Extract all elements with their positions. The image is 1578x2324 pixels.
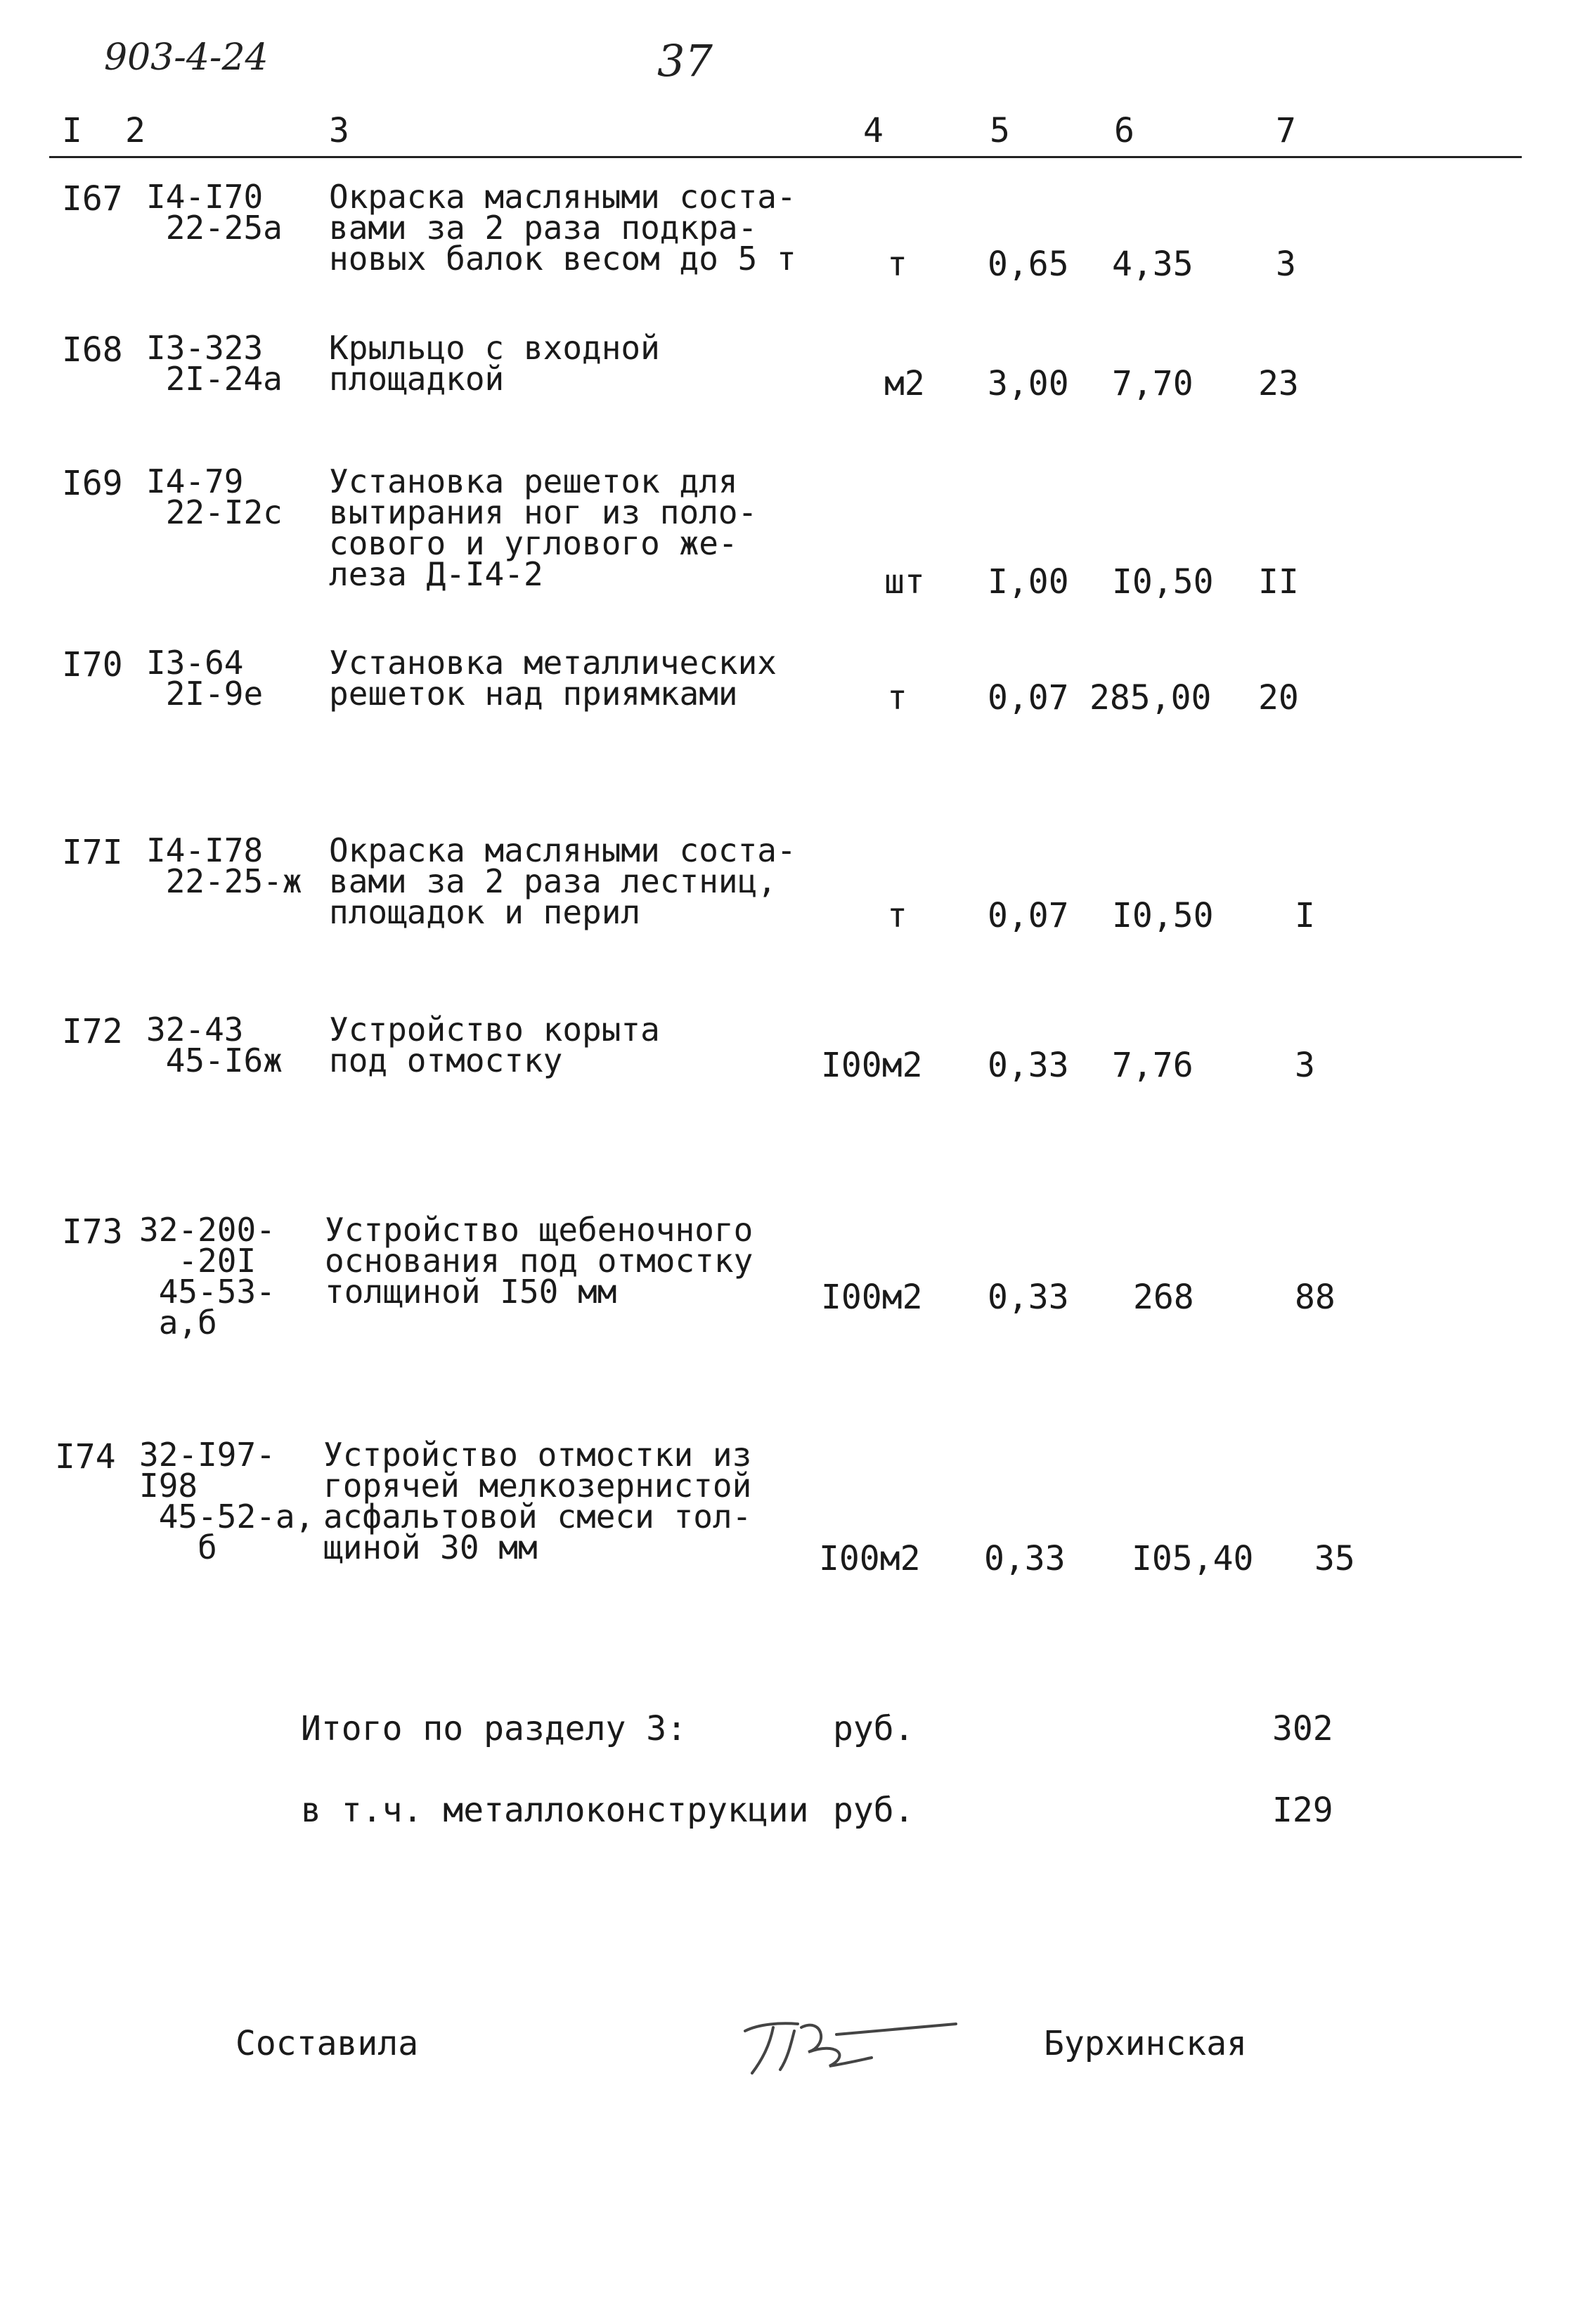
column-header-6: 6: [1114, 111, 1134, 150]
quantity: I,00: [988, 562, 1069, 602]
row-number: I70: [62, 645, 123, 684]
unit-price: I05,40: [1132, 1539, 1254, 1578]
work-description: Устройство отмостки из горячей мелкозернистой асфальтовой смеси тол- щиной 30 мм: [323, 1436, 752, 1566]
quantity: 0,07: [988, 896, 1069, 935]
compiled-by-label: Составила: [235, 2024, 419, 2063]
work-description: Крыльцо с входной площадкой: [329, 329, 660, 398]
row-number: I72: [62, 1012, 123, 1051]
unit-price: 7,70: [1112, 364, 1194, 403]
work-description: Устройство щебеночного основания под отмостку толщиной I50 мм: [325, 1211, 754, 1311]
norm-code: 32-43 45-I6ж: [146, 1011, 283, 1079]
column-header-5: 5: [990, 111, 1010, 150]
metal-structures-unit: руб.: [833, 1791, 914, 1830]
total-cost: II: [1258, 562, 1299, 602]
section-total-label: Итого по разделу 3:: [301, 1709, 687, 1748]
row-number: I68: [62, 330, 123, 370]
total-cost: 20: [1258, 678, 1299, 718]
norm-code: I3-64 2I-9е: [146, 644, 264, 713]
norm-code: I4-79 22-I2с: [146, 462, 283, 531]
unit: I00м2: [819, 1539, 921, 1578]
unit-price: I0,50: [1112, 562, 1214, 602]
total-cost: 3: [1276, 245, 1296, 284]
quantity: 0,33: [984, 1539, 1066, 1578]
norm-code: 32-I97- I98 45-52-а, б: [139, 1436, 315, 1566]
unit-price: 4,35: [1112, 245, 1194, 284]
unit: т: [887, 678, 907, 718]
unit-price: 7,76: [1112, 1046, 1194, 1085]
unit: I00м2: [821, 1278, 923, 1317]
work-description: Установка металлических решеток над приямками: [329, 644, 777, 713]
row-number: I67: [62, 179, 123, 219]
quantity: 0,33: [988, 1278, 1069, 1317]
unit: шт: [884, 562, 925, 602]
quantity: 0,33: [988, 1046, 1069, 1085]
compiler-name: Бурхинская: [1044, 2024, 1247, 2063]
total-cost: I: [1295, 896, 1315, 935]
header-rule: [49, 156, 1522, 158]
quantity: 0,07: [988, 678, 1069, 718]
page-number: 37: [657, 35, 713, 86]
quantity: 3,00: [988, 364, 1069, 403]
signature: [731, 2003, 963, 2080]
row-number: I74: [55, 1437, 116, 1476]
unit-price: 285,00: [1089, 678, 1212, 718]
unit: I00м2: [821, 1046, 923, 1085]
column-header-7: 7: [1276, 111, 1296, 150]
norm-code: I4-I78 22-25-ж: [146, 831, 302, 900]
unit-price: 268: [1133, 1278, 1194, 1317]
row-number: I7I: [62, 833, 123, 872]
quantity: 0,65: [988, 245, 1069, 284]
unit: т: [887, 245, 907, 284]
norm-code: 32-200- -20I 45-53- а,б: [139, 1211, 276, 1342]
section-total-unit: руб.: [833, 1709, 914, 1748]
total-cost: 23: [1258, 364, 1299, 403]
column-header-3: 3: [329, 111, 349, 150]
document-code: 903-4-24: [104, 37, 269, 79]
work-description: Окраска масляными соста- вами за 2 раза подкра- новых балок весом до 5 т: [329, 178, 796, 278]
unit: т: [887, 896, 907, 935]
column-header-4: 4: [863, 111, 884, 150]
metal-structures-label: в т.ч. металлоконструкции: [301, 1791, 809, 1830]
total-cost: 3: [1295, 1046, 1315, 1085]
work-description: Окраска масляными соста- вами за 2 раза лестниц, площадок и перил: [329, 831, 796, 931]
row-number: I73: [62, 1212, 123, 1252]
norm-code: I4-I70 22-25а: [146, 178, 283, 247]
work-description: Установка решеток для вытирания ног из поло- сового и углового же- леза Д-I4-2: [329, 462, 758, 593]
row-number: I69: [62, 464, 123, 503]
unit: м2: [884, 364, 925, 403]
total-cost: 35: [1314, 1539, 1355, 1578]
unit-price: I0,50: [1112, 896, 1214, 935]
work-description: Устройство корыта под отмостку: [329, 1011, 660, 1079]
section-total-value: 302: [1272, 1709, 1333, 1748]
column-header-2: 2: [125, 111, 145, 150]
metal-structures-value: I29: [1272, 1791, 1333, 1830]
norm-code: I3-323 2I-24а: [146, 329, 283, 398]
column-header-1: I: [62, 111, 82, 150]
total-cost: 88: [1295, 1278, 1336, 1317]
